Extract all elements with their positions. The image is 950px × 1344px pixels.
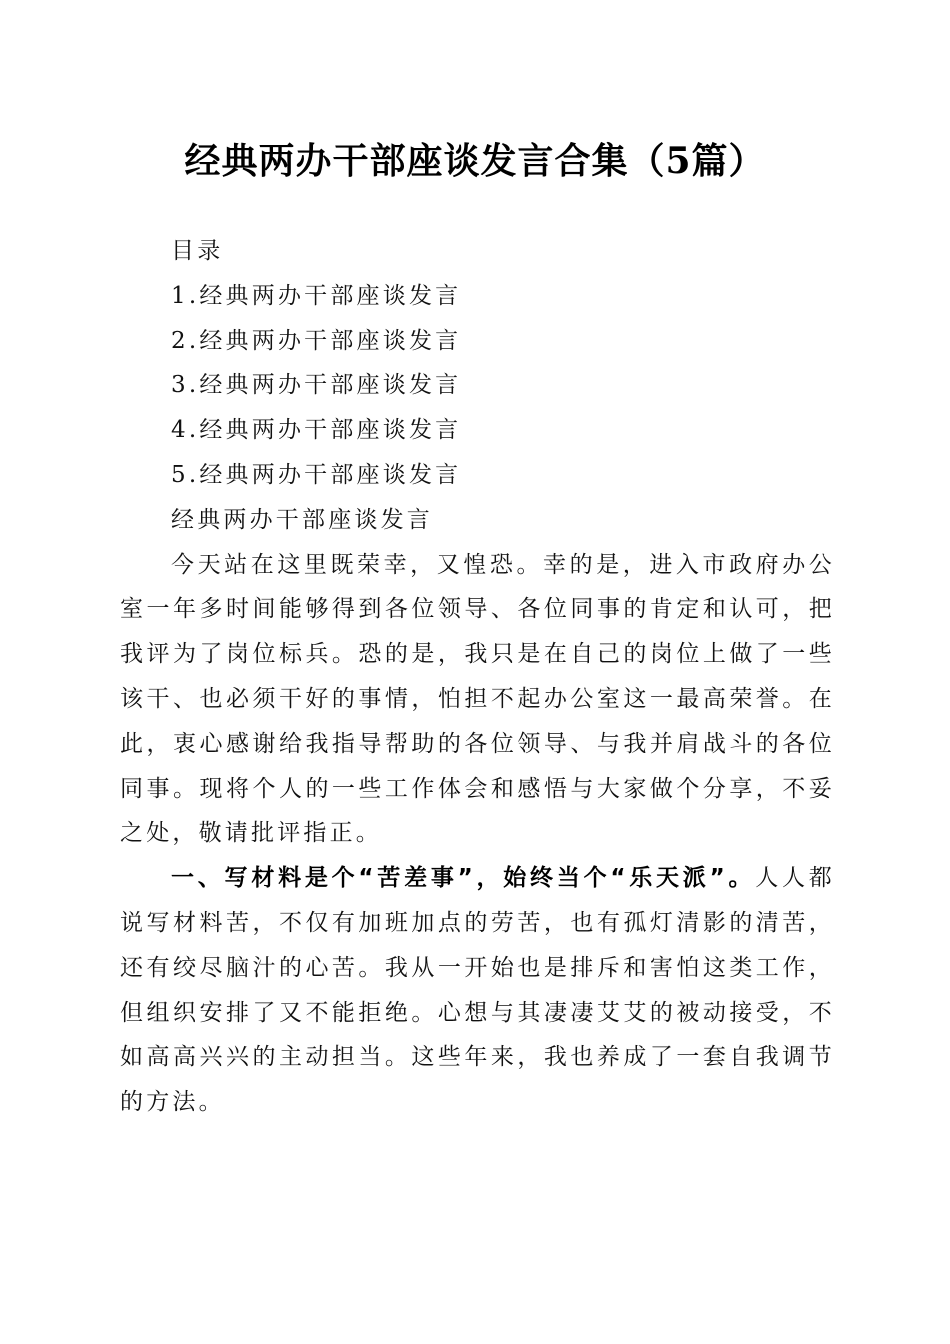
table-of-contents	[120, 274, 835, 498]
toc-item: 4.经典两办干部座谈发言	[171, 417, 462, 444]
paragraph-text: 人人都说写材料苦，不仅有加班加点的劳苦，也有孤灯清影的清苦，还有绞尽脑汁的心苦。我从一开始也是排斥和害怕这类工作，但组织安排了又不能拒绝。心想与其凄凄艾艾的被动接受，不如高高兴兴的主动担当。这些年来，我也养成了一套自我调节的方法。	[120, 865, 835, 1116]
body-paragraph: 今天站在这里既荣幸，又惶恐。幸的是，进入市政府办公室一年多时间能够得到各位领导、各位同事的肯定和认可，把我评为了岗位标兵。恐的是，我只是在自己的岗位上做了一些该干、也必须干好的事情，怕担不起办公室这一最高荣誉。在此，衷心感谢给我指导帮助的各位领导、与我并肩战斗的各位同事。现将个人的一些工作体会和感悟与大家做个分享，不妥之处，敬请批评指正。	[120, 551, 835, 847]
toc-heading: 目录	[171, 238, 224, 264]
toc-item: 2.经典两办干部座谈发言	[171, 327, 462, 354]
toc-item: 1.经典两办干部座谈发言	[171, 282, 462, 309]
body-paragraph	[120, 856, 835, 1125]
document-body	[120, 229, 835, 1125]
toc-item: 5.经典两办干部座谈发言	[171, 461, 462, 488]
document-title: 经典两办干部座谈发言合集（5篇）	[184, 140, 766, 182]
toc-item: 3.经典两办干部座谈发言	[171, 372, 462, 399]
paragraph-lead-heading: 一、写材料是个“苦差事”，始终当个“乐天派”。	[171, 865, 756, 892]
section-title: 经典两办干部座谈发言	[171, 506, 433, 533]
